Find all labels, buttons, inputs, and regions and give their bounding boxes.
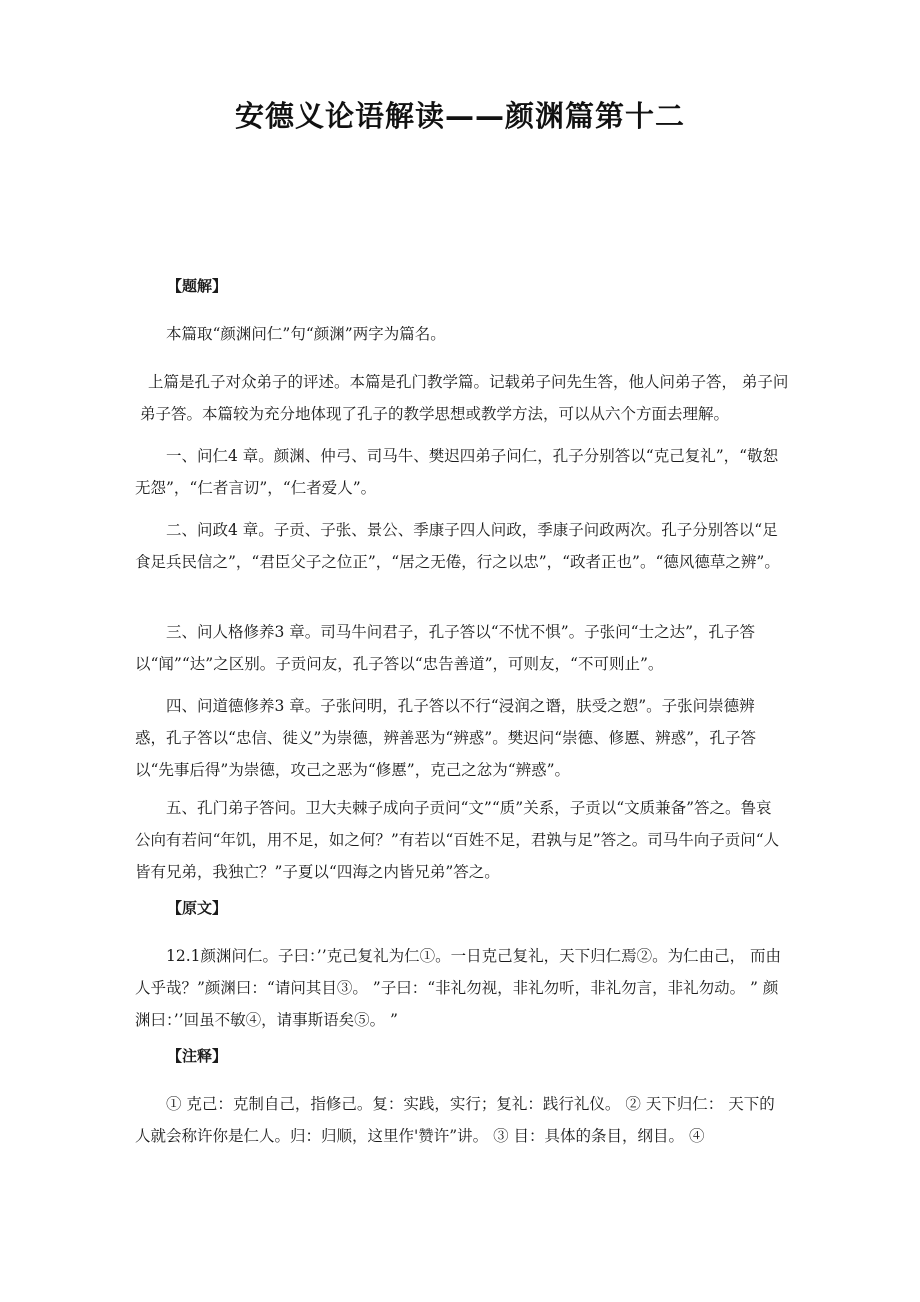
- section-heading-zhushi: 【注释】: [167, 1047, 228, 1065]
- paragraph-tijie-7: 五、孔门弟子答问。卫大夫棘子成向子贡问“文”“质”关系，子贡以“文质兼备”答之。鲁哀公向有若问“年饥，用不足，如之何？”有若以“百姓不足，君孰与足”答之。司马牛向子贡问“人皆有兄弟，我独亡？”子夏以“四海之内皆兄弟”答之。: [135, 799, 780, 881]
- paragraph-tijie-4: 二、问政4 章。子贡、子张、景公、季康子四人问政，季康子问政两次。孔子分别答以“足食足兵民信之”，“君臣父子之位正”，“居之无倦，行之以忠”，“政者正也”。“德风德草之辨”。: [135, 521, 780, 571]
- paragraph-tijie-3: 一、问仁4 章。颜渊、仲弓、司马牛、樊迟四弟子问仁，孔子分别答以“克己复礼”，“敬恕无怨”，“仁者言讱”，“仁者爱人”。: [135, 447, 779, 497]
- paragraph-tijie-2: 上篇是孔子对众弟子的评述。本篇是孔门教学篇。记载弟子问先生答，他人问弟子答， 弟子问弟子答。本篇较为充分地体现了孔子的教学思想或教学方法，可以从六个方面去理解。: [140, 373, 789, 423]
- page-title: 安德义论语解读——颜渊篇第十二: [234, 99, 685, 133]
- paragraph-zhushi-1: ① 克己：克制自己，指修己。复：实践，实行；复礼：践行礼仪。 ② 天下归仁： 天下的人就会称许你是仁人。归：归顺，这里作'赞许”讲。 ③ 目：具体的条目，纲目。 ④: [135, 1095, 775, 1145]
- section-heading-yuanwen: 【原文】: [167, 899, 228, 917]
- paragraph-tijie-5: 三、问人格修养3 章。司马牛问君子，孔子答以“不忧不惧”。子张问“士之达”，孔子答以“闻”“达”之区别。子贡问友，孔子答以“忠告善道”，可则友，“不可则止”。: [135, 623, 755, 673]
- paragraph-tijie-1: 本篇取“颜渊问仁”句“颜渊”两字为篇名。: [166, 325, 446, 343]
- paragraph-tijie-6: 四、问道德修养3 章。子张问明，孔子答以不行“浸润之谮，肤受之愬”。子张问崇德辨惑，孔子答以“忠信、徙义”为崇德，辨善恶为“辨惑”。樊迟问“崇德、修慝、辨惑”，孔子答以“先事后得”为崇德，攻己之恶为“修慝”，克己之忿为“辨惑”。: [135, 697, 757, 779]
- paragraph-yuanwen-1: 12.1颜渊问仁。子曰：’’克己复礼为仁①。一日克己复礼，天下归仁焉②。为仁由己， 而由人乎哉？”颜渊曰：“请问其目③。 ”子曰：“非礼勿视，非礼勿听，非礼勿言，非礼勿动。 ” 颜渊曰：’’回虽不敏④，请事斯语矣⑤。 ”: [135, 947, 782, 1029]
- section-heading-tijie: 【题解】: [167, 277, 228, 295]
